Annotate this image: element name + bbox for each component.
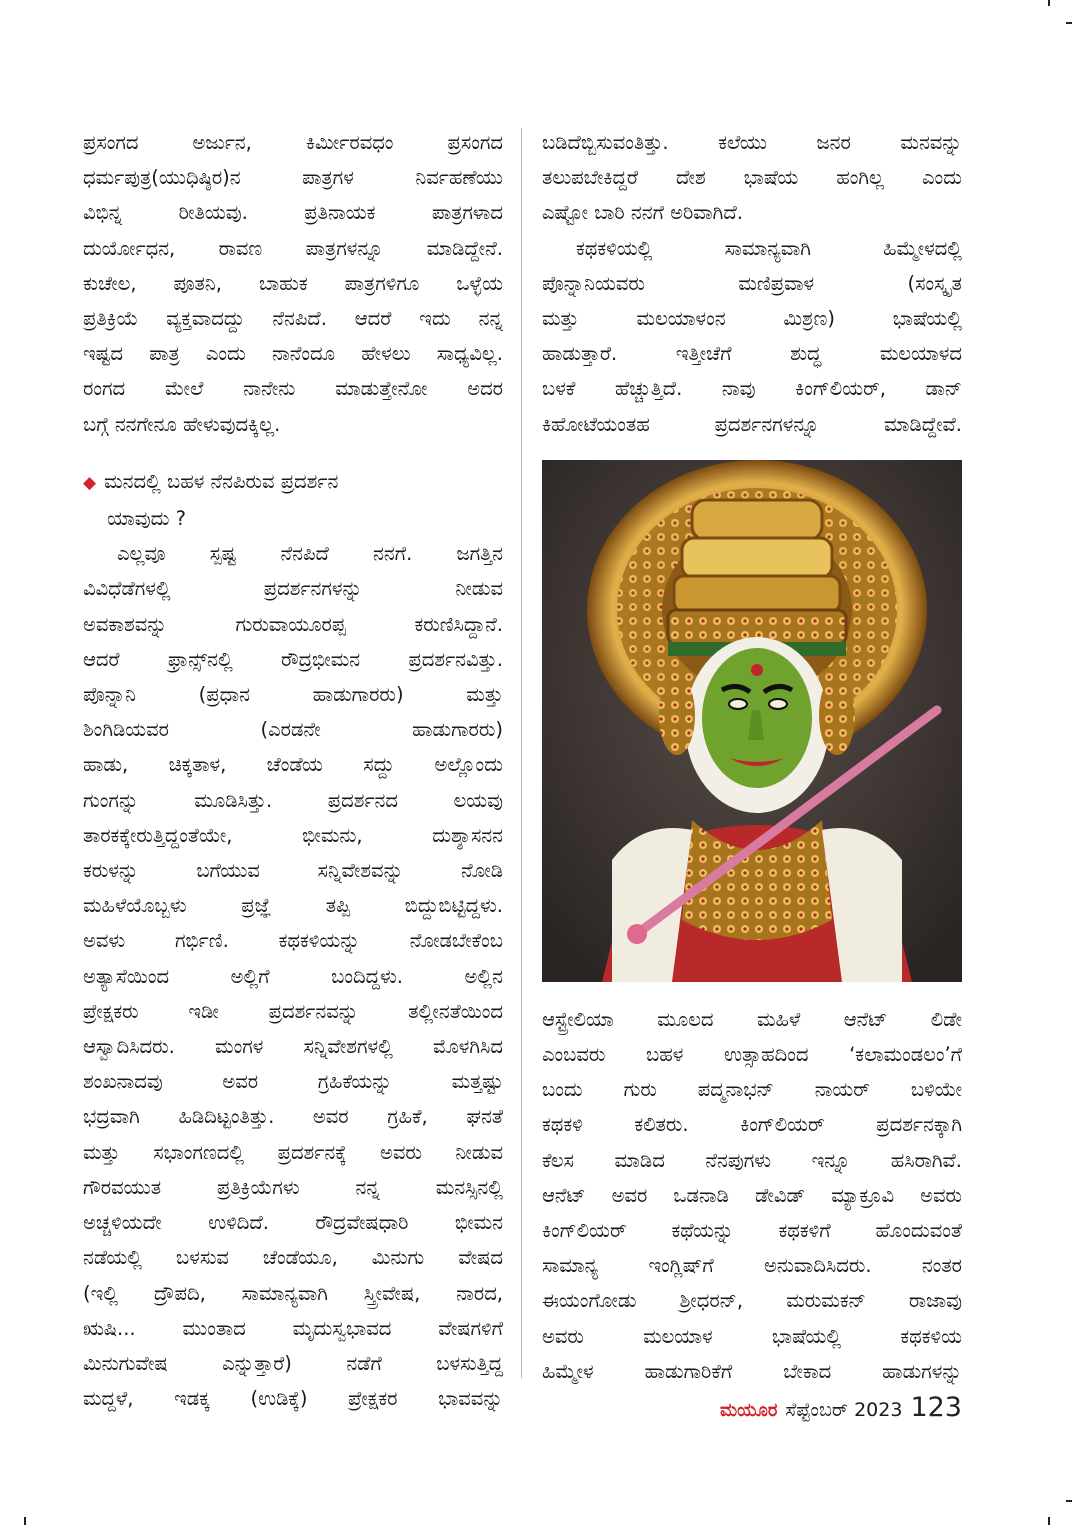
text-line: ಕರುಳನ್ನು ಬಗೆಯುವ ಸನ್ನಿವೇಶವನ್ನು ನೋಡಿ — [83, 859, 503, 883]
text-line: (ಇಲ್ಲಿ ದ್ರೌಪದಿ, ಸಾಮಾನ್ಯವಾಗಿ ಸ್ತ್ರೀವೇಷ, ನಾರದ, — [83, 1281, 503, 1305]
issue-date: ಸೆಪ್ಟೆಂಬರ್ 2023 — [785, 1399, 903, 1421]
text-line: ಪ್ರೇಕ್ಷಕರು ಇಡೀ ಪ್ರದರ್ಶನವನ್ನು ತಲ್ಲೀನತೆಯಿಂದ — [83, 999, 503, 1023]
paragraph — [542, 125, 962, 231]
text-line: ಶಿಂಗಿಡಿಯವರ (ಎರಡನೇ ಹಾಡುಗಾರರು) — [83, 718, 503, 742]
right-column — [542, 125, 962, 1389]
text-line: ದುರ್ಯೋಧನ, ರಾವಣ ಪಾತ್ರಗಳನ್ನೂ ಮಾಡಿದ್ದೇನೆ. — [83, 236, 503, 260]
text-line: ಮತ್ತು ಸಭಾಂಗಣದಲ್ಲಿ ಪ್ರದರ್ಶನಕ್ಕೆ ಅವರು ನೀಡುವ — [83, 1140, 503, 1164]
question-text: ಮನದಲ್ಲಿ ಬಹಳ ನೆನಪಿರುವ ಪ್ರದರ್ಶನ — [104, 469, 339, 493]
text-line: ಹಾಡು, ಚಿಕ್ಕತಾಳ, ಚೆಂಡೆಯ ಸದ್ದು ಅಲ್ಲೊಂದು — [83, 753, 503, 777]
kathakali-performer-photo — [542, 460, 962, 982]
text-line: ಮದ್ದಳೆ, ಇಡಕ್ಕ (ಉಡಿಕ್ಕೆ) ಪ್ರೇಕ್ಷಕರ ಭಾವವನ್ನು — [83, 1387, 503, 1411]
magazine-logo: ಮಯೂರ — [720, 1400, 778, 1421]
text-line: ಕಿಹೋಟೆಯಂತಹ ಪ್ರದರ್ಶನಗಳನ್ನೂ ಮಾಡಿದ್ದೇವೆ. — [542, 412, 962, 436]
text-line: ಶಂಖನಾದವು ಅವರ ಗ್ರಹಿಕೆಯನ್ನು ಮತ್ತಷ್ಟು — [83, 1070, 503, 1094]
page-footer — [720, 1392, 962, 1423]
diamond-bullet-icon: ◆ — [83, 472, 97, 493]
text-line: ಎಲ್ಲವೂ ಸ್ಪಷ್ಟ ನೆನಪಿದೆ ನನಗೆ. ಜಗತ್ತಿನ — [117, 542, 503, 566]
text-line: ನಡೆಯಲ್ಲಿ ಬಳಸುವ ಚೆಂಡೆಯೂ, ಮಿನುಗು ವೇಷದ — [83, 1246, 503, 1270]
text-line: ಹಾಡುತ್ತಾರೆ. ಇತ್ತೀಚೆಗೆ ಶುದ್ಧ ಮಲಯಾಳದ — [542, 342, 962, 366]
paragraph — [83, 536, 503, 1416]
text-line: ಮಿನುಗುವೇಷ ಎನ್ನುತ್ತಾರೆ) ನಡೆಗೆ ಬಳಸುತ್ತಿದ್ದ — [83, 1351, 503, 1375]
text-line: ಹಿಮ್ಮೇಳ ಹಾಡುಗಾರಿಕೆಗೆ ಬೇಕಾದ ಹಾಡುಗಳನ್ನು — [542, 1359, 962, 1383]
text-line: ಪೊನ್ನಾನಿ (ಪ್ರಧಾನ ಹಾಡುಗಾರರು) ಮತ್ತು — [83, 683, 503, 707]
text-line: ರಂಗದ ಮೇಲೆ ನಾನೇನು ಮಾಡುತ್ತೇನೋ ಅದರ — [83, 377, 503, 401]
text-line: ಮಹಿಳೆಯೊಬ್ಬಳು ಪ್ರಜ್ಞೆ ತಪ್ಪಿ ಬಿದ್ದುಬಿಟ್ಟಿದ್ದಳು. — [83, 894, 503, 918]
text-line: ಕೆಲಸ ಮಾಡಿದ ನೆನಪುಗಳು ಇನ್ನೂ ಹಸಿರಾಗಿವೆ. — [542, 1148, 962, 1172]
text-line: ಅತ್ಯಾಸೆಯಿಂದ ಅಲ್ಲಿಗೆ ಬಂದಿದ್ದಳು. ಅಲ್ಲಿನ — [83, 964, 503, 988]
text-line: ಗೌರವಯುತ ಪ್ರತಿಕ್ರಿಯೆಗಳು ನನ್ನ ಮನಸ್ಸಿನಲ್ಲಿ — [83, 1175, 503, 1199]
text-line: ಪ್ರಸಂಗದ ಅರ್ಜುನ, ಕಿರ್ಮೀರವಧಂ ಪ್ರಸಂಗದ — [83, 131, 503, 154]
text-line: ಬಳಕೆ ಹೆಚ್ಚುತ್ತಿದೆ. ನಾವು ಕಿಂಗ್‌ಲಿಯರ್, ಡಾನ್ — [542, 377, 962, 401]
crop-mark — [24, 1517, 26, 1525]
text-line: ವಿವಿಧೆಡೆಗಳಲ್ಲಿ ಪ್ರದರ್ಶನಗಳನ್ನು ನೀಡುವ — [83, 577, 503, 601]
text-line: ಬಗ್ಗೆ ನನಗೇನೂ ಹೇಳುವುದಕ್ಕಿಲ್ಲ. — [83, 412, 281, 436]
crop-mark — [1048, 0, 1050, 6]
crop-mark — [1066, 1500, 1072, 1502]
text-line: ವಿಭಿನ್ನ ರೀತಿಯವು. ಪ್ರತಿನಾಯಕ ಪಾತ್ರಗಳಾದ — [83, 201, 503, 225]
text-line: ಆಸ್ವಾದಿಸಿದರು. ಮಂಗಳ ಸನ್ನಿವೇಶಗಳಲ್ಲಿ ಮೊಳಗಿಸಿದ — [83, 1035, 503, 1059]
text-line: ಈಯಂಗೋಡು ಶ್ರೀಧರನ್, ಮರುಮಕನ್ ರಾಜಾವು — [542, 1289, 962, 1313]
text-line: ಅವಳು ಗರ್ಭಿಣಿ. ಕಥಕಳಿಯನ್ನು ನೋಡಬೇಕೆಂಬ — [83, 929, 503, 953]
crop-mark — [1048, 1517, 1050, 1525]
text-line: ಅವರು ಮಲಯಾಳ ಭಾಷೆಯಲ್ಲಿ ಕಥಕಳಿಯ — [542, 1324, 962, 1348]
text-line: ಭದ್ರವಾಗಿ ಹಿಡಿದಿಟ್ಟಂತಿತ್ತು. ಅವರ ಗ್ರಹಿಕೆ, ಘನತೆ — [83, 1105, 503, 1129]
text-line: ತಾರಕಕ್ಕೇರುತ್ತಿದ್ದಂತೆಯೇ, ಭೀಮನು, ದುಶ್ಶಾಸನನ — [83, 823, 503, 847]
text-line: ಆದರೆ ಫ್ರಾನ್ಸ್‌ನಲ್ಲಿ ರೌದ್ರಭೀಮನ ಪ್ರದರ್ಶನವಿತ್ತು. — [83, 647, 503, 671]
interview-question — [83, 464, 503, 536]
crop-mark — [1066, 22, 1072, 24]
text-line: ಋಷಿ... ಮುಂತಾದ ಮೃದುಸ್ವಭಾವದ ವೇಷಗಳಿಗೆ — [83, 1316, 503, 1340]
text-line: ಮತ್ತು ಮಲಯಾಳಂನ ಮಿಶ್ರಣ) ಭಾಷೆಯಲ್ಲಿ — [542, 307, 962, 331]
text-line: ಎಂಬವರು ಬಹಳ ಉತ್ಸಾಹದಿಂದ ‘ಕಲಾಮಂಡಲಂ’ಗೆ — [542, 1043, 962, 1067]
text-line: ಗುಂಗನ್ನು ಮೂಡಿಸಿತ್ತು. ಪ್ರದರ್ಶನದ ಲಯವು — [83, 788, 503, 812]
page-number: 123 — [910, 1392, 962, 1423]
text-line: ಧರ್ಮಪುತ್ರ(ಯುಧಿಷ್ಠಿರ)ನ ಪಾತ್ರಗಳ ನಿರ್ವಹಣೆಯು — [83, 166, 503, 190]
text-line: ತಲುಪಬೇಕಿದ್ದರೆ ದೇಶ ಭಾಷೆಯ ಹಂಗಿಲ್ಲ ಎಂದು — [542, 166, 962, 190]
text-line: ಆಸ್ಟ್ರೇಲಿಯಾ ಮೂಲದ ಮಹಿಳೆ ಆನೆಟ್ ಲಿಡೇ — [542, 1007, 962, 1031]
left-column — [83, 125, 503, 1416]
text-line: ಕಥಕಳಿಯಲ್ಲಿ ಸಾಮಾನ್ಯವಾಗಿ ಹಿಮ್ಮೇಳದಲ್ಲಿ — [576, 236, 962, 260]
paragraph — [83, 125, 503, 442]
text-line: ಪ್ರತಿಕ್ರಿಯೆ ವ್ಯಕ್ತವಾದದ್ದು ನೆನಪಿದೆ. ಆದರೆ ಇದು ನನ್ನ — [83, 307, 503, 331]
text-line: ಕಥಕಳಿ ಕಲಿತರು. ಕಿಂಗ್‌ಲಿಯರ್ ಪ್ರದರ್ಶನಕ್ಕಾಗಿ — [542, 1113, 962, 1137]
text-line: ಅವಕಾಶವನ್ನು ಗುರುವಾಯೂರಪ್ಪ ಕರುಣಿಸಿದ್ದಾನೆ. — [83, 612, 503, 636]
question-text: ಯಾವುದು ? — [107, 507, 187, 531]
text-line: ಇಷ್ಟದ ಪಾತ್ರ ಎಂದು ನಾನೆಂದೂ ಹೇಳಲು ಸಾಧ್ಯವಿಲ್ಲ. — [83, 342, 503, 366]
text-line: ಪೊನ್ನಾನಿಯವರು ಮಣಿಪ್ರವಾಳ (ಸಂಸ್ಕೃತ — [542, 271, 962, 295]
text-line: ಬಡಿದೆಬ್ಬಿಸುವಂತಿತ್ತು. ಕಲೆಯು ಜನರ ಮನವನ್ನು — [542, 131, 962, 154]
kathakali-illustration — [542, 460, 962, 982]
text-line: ಆನೆಟ್ ಅವರ ಒಡನಾಡಿ ಡೇವಿಡ್ ಮ್ಯಾಕ್ರೂವಿ ಅವರು — [542, 1183, 962, 1207]
text-line: ಕುಚೇಲ, ಪೂತನಿ, ಬಾಹುಕ ಪಾತ್ರಗಳಿಗೂ ಒಳ್ಳೆಯ — [83, 271, 503, 295]
text-line: ಬಂದು ಗುರು ಪದ್ಮನಾಭನ್ ನಾಯರ್ ಬಳಿಯೇ — [542, 1078, 962, 1102]
paragraph — [542, 231, 962, 442]
text-line: ಕಿಂಗ್‌ಲಿಯರ್ ಕಥೆಯನ್ನು ಕಥಕಳಿಗೆ ಹೊಂದುವಂತೆ — [542, 1219, 962, 1243]
paragraph — [542, 1002, 962, 1389]
text-line: ಎಷ್ಟೋ ಬಾರಿ ನನಗೆ ಅರಿವಾಗಿದೆ. — [542, 201, 743, 225]
text-line: ಅಚ್ಚಳಿಯದೇ ಉಳಿದಿದೆ. ರೌದ್ರವೇಷಧಾರಿ ಭೀಮನ — [83, 1211, 503, 1235]
column-divider — [521, 128, 522, 1378]
text-line: ಸಾಮಾನ್ಯ ಇಂಗ್ಲಿಷ್‌ಗೆ ಅನುವಾದಿಸಿದರು. ನಂತರ — [542, 1254, 962, 1278]
